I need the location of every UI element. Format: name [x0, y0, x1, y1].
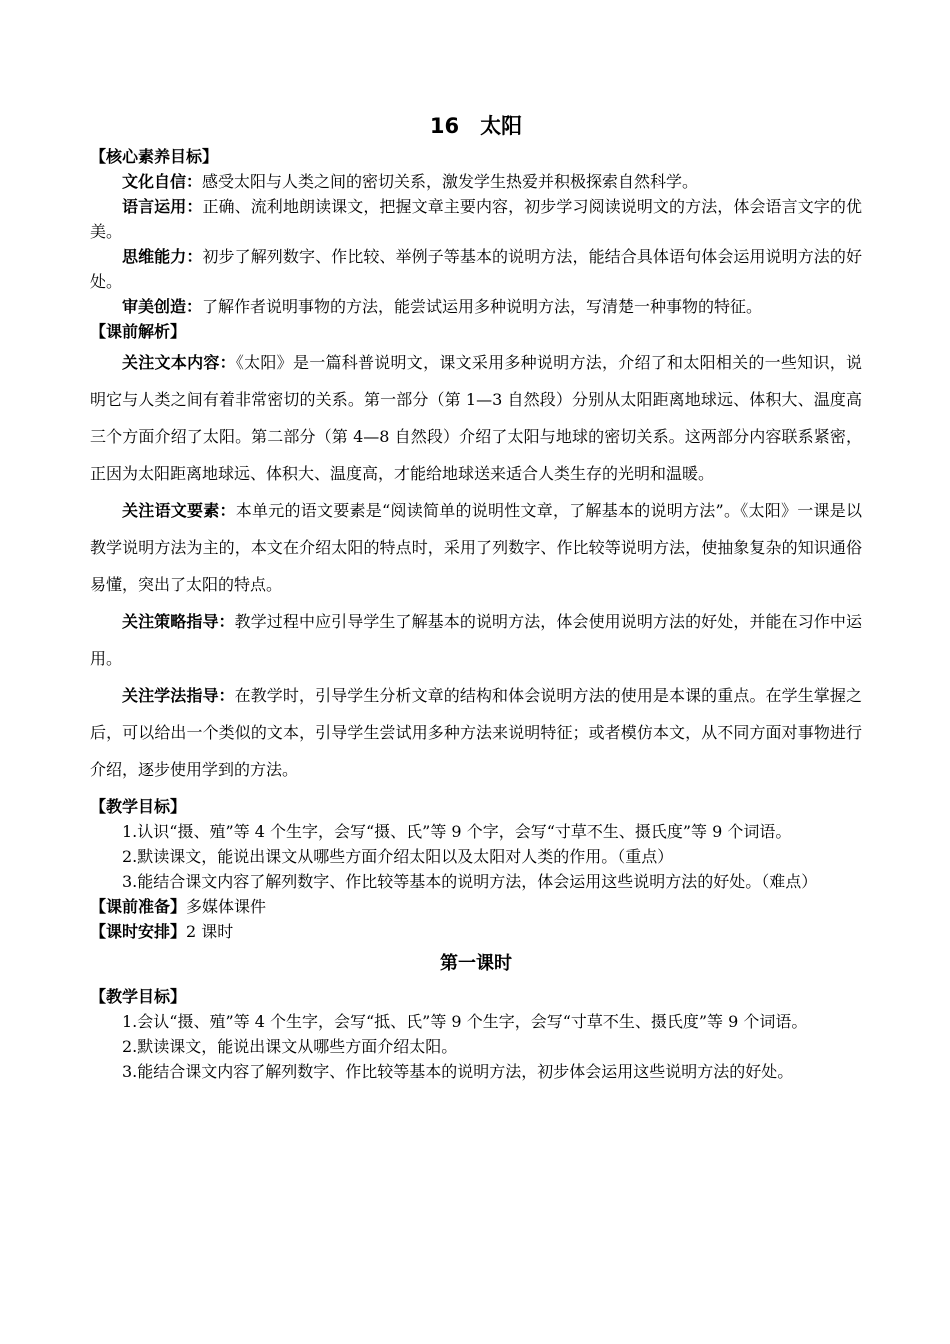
analysis-language-elements: 关注语文要素：本单元的语文要素是“阅读简单的说明性文章，了解基本的说明方法”。《太阳》一课是以教学说明方法为主的，本文在介绍太阳的特点时，采用了列数字、作比较等说明方法，使抽象复杂的知识通俗易懂，突出了太阳的特点。: [90, 501, 862, 594]
core-goal-thinking: 思维能力：初步了解列数字、作比较、举例子等基本的说明方法，能结合具体语句体会运用说明方法的好处。: [90, 247, 862, 291]
lesson-one-goal-item: 2.默读课文，能说出课文从哪些方面介绍太阳。: [122, 1037, 458, 1056]
page-title: 16 太阳: [429, 114, 523, 138]
lesson-one-goal-item: 3.能结合课文内容了解列数字、作比较等基本的说明方法，初步体会运用这些说明方法的好处。: [122, 1062, 794, 1081]
lesson-one-title: 第一课时: [440, 953, 512, 974]
document-page: [90, 108, 862, 1084]
schedule-line: 【课时安排】2 课时: [90, 922, 234, 941]
core-goal-language: 语言运用：正确、流利地朗读课文，把握文章主要内容，初步学习阅读说明文的方法，体会语言文字的优美。: [90, 197, 862, 241]
lesson-one-goal-item: 1.会认“摄、殖”等 4 个生字，会写“抵、氏”等 9 个生字，会写“寸草不生、摄氏度”等 9 个词语。: [122, 1012, 808, 1031]
analysis-method: 关注学法指导：在教学时，引导学生分析文章的结构和体会说明方法的使用是本课的重点。在学生掌握之后，可以给出一个类似的文本，引导学生尝试用多种方法来说明特征；或者模仿本文，从不同方面对事物进行介绍，逐步使用学到的方法。: [90, 686, 862, 779]
teaching-goal-item: 1.认识“摄、殖”等 4 个生字，会写“摄、氏”等 9 个字，会写“寸草不生、摄氏度”等 9 个词语。: [122, 822, 792, 841]
analysis-heading: 【课前解析】: [90, 322, 187, 341]
core-goal-culture: 文化自信：感受太阳与人类之间的密切关系，激发学生热爱并积极探索自然科学。: [122, 172, 699, 191]
lesson-one-goals-heading: 【教学目标】: [90, 987, 187, 1006]
core-goals-heading: 【核心素养目标】: [90, 147, 219, 166]
core-goal-aesthetic: 审美创造：了解作者说明事物的方法，能尝试运用多种说明方法，写清楚一种事物的特征。: [122, 297, 763, 316]
teaching-goals-heading: 【教学目标】: [90, 797, 187, 816]
teaching-goal-item: 3.能结合课文内容了解列数字、作比较等基本的说明方法，体会运用这些说明方法的好处。（难点）: [122, 872, 818, 891]
analysis-text-content: 关注文本内容：《太阳》是一篇科普说明文，课文采用多种说明方法，介绍了和太阳相关的一些知识，说明它与人类之间有着非常密切的关系。第一部分（第 1—3 自然段）分别从太阳距离地球远、体积大、温度高三个方面介绍了太阳。第二部分（第 4—8 自然段）介绍了太阳与地球的密切关系。这两部分内容联系紧密，正因为太阳距离地球远、体积大、温度高，才能给地球送来适合人类生存的光明和温暖。: [90, 353, 862, 483]
teaching-goal-item: 2.默读课文，能说出课文从哪些方面介绍太阳以及太阳对人类的作用。（重点）: [122, 847, 674, 866]
prep-line: 【课前准备】多媒体课件: [90, 897, 267, 916]
analysis-strategy: 关注策略指导：教学过程中应引导学生了解基本的说明方法，体会使用说明方法的好处，并能在习作中运用。: [90, 612, 862, 668]
